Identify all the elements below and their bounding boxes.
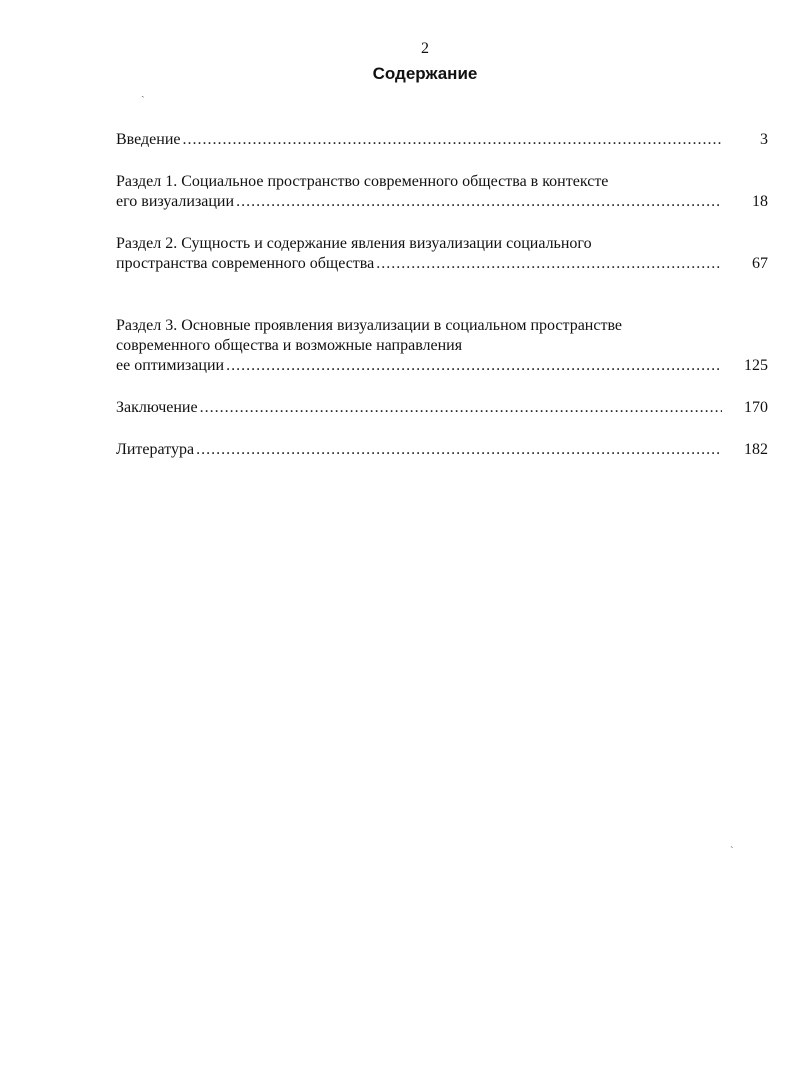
toc-page-number: 3	[760, 131, 768, 148]
toc-entry-title: Заключение	[116, 399, 198, 416]
toc-entry-literature[interactable]	[116, 440, 768, 460]
toc-page-number: 18	[752, 193, 768, 210]
toc-entry-conclusion[interactable]	[116, 398, 768, 418]
toc-entry-introduction[interactable]	[116, 130, 768, 150]
toc-page-number: 170	[744, 399, 768, 416]
toc-page-number: 182	[744, 441, 768, 458]
scan-speck: ˴	[730, 840, 734, 852]
toc-leader-dots	[236, 192, 722, 212]
toc-entry-last-line	[116, 398, 768, 418]
toc-entry-last-line	[116, 192, 768, 212]
toc-entry-title-continued: его визуализации	[116, 193, 235, 210]
toc-entry-title: Литература	[116, 441, 195, 458]
toc-entry-section-3[interactable]	[116, 316, 768, 376]
toc-page-number: 67	[752, 255, 768, 272]
toc-leader-dots	[183, 130, 723, 150]
toc-leader-dots	[226, 356, 722, 376]
toc-leader-dots	[196, 440, 722, 460]
toc-entry-title: Раздел 1. Социальное пространство современного общества в контексте	[116, 173, 609, 190]
toc-entry-last-line	[116, 254, 768, 274]
toc-entry-title: Раздел 3. Основные проявления визуализации в социальном пространстве	[116, 317, 623, 334]
toc-leader-dots	[200, 398, 722, 418]
toc-entry-section-1[interactable]	[116, 172, 768, 212]
toc-entry-section-2[interactable]	[116, 234, 768, 274]
toc-entry-title-continued: ее оптимизации	[116, 357, 225, 374]
toc-entry-last-line	[116, 130, 768, 150]
toc-entry-title: Введение	[116, 131, 181, 148]
page-title: Содержание	[372, 64, 478, 83]
toc-leader-dots	[376, 254, 722, 274]
toc-entry-title-continued: пространства современного общества	[116, 255, 375, 272]
toc-entry-last-line	[116, 356, 768, 376]
toc-entry-last-line	[116, 440, 768, 460]
toc-entry-title: Раздел 2. Сущность и содержание явления визуализации социального	[116, 235, 592, 252]
scan-speck: ˏ	[141, 86, 145, 98]
toc-page-number: 125	[744, 357, 768, 374]
toc-entry-title-continued: современного общества и возможные направления	[116, 337, 463, 354]
page-number: 2	[421, 40, 429, 57]
